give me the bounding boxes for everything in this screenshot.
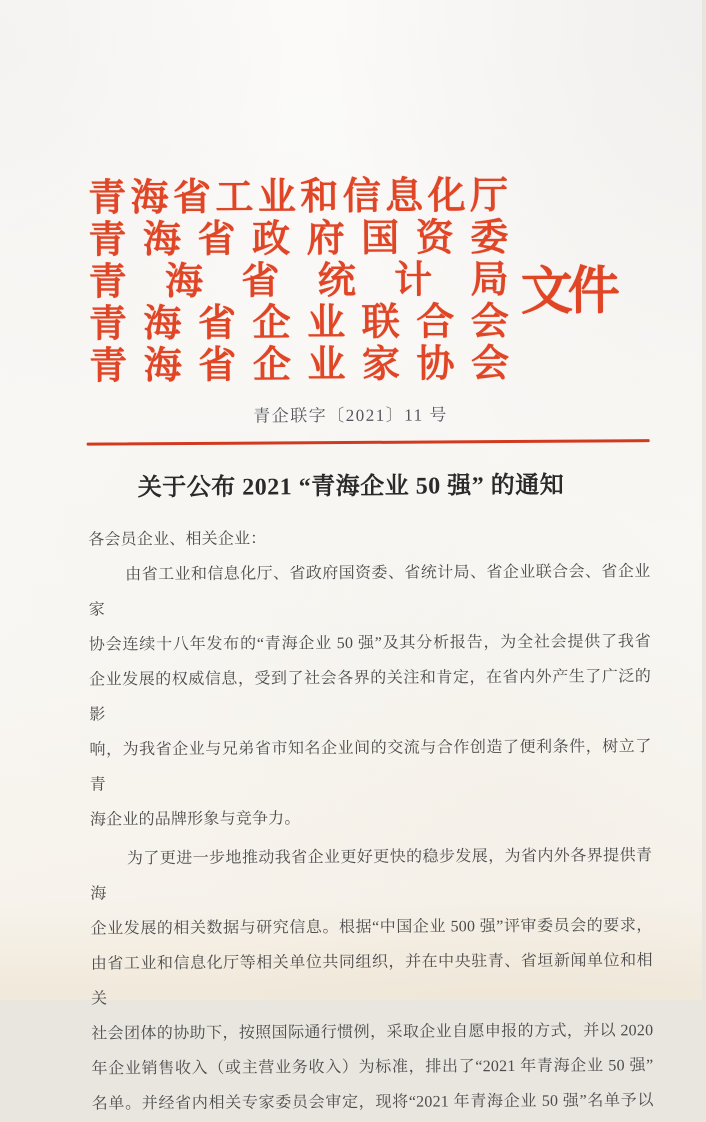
paragraph-2-line-1: 为了更进一步地推动我省企业更好更快的稳步发展，为省内外各界提供青海 — [90, 847, 653, 903]
red-divider-line — [87, 439, 650, 445]
paragraph-1-line-3: 企业发展的权威信息，受到了社会各界的关注和肯定，在省内外产生了广泛的影 — [89, 668, 652, 724]
letterhead-org-line-2: 青 海 省 政 府 国 资 委 — [88, 217, 509, 262]
letterhead-org-line-4: 青 海 省 企 业 联 合 会 — [88, 301, 509, 346]
letterhead-document-word: 文件 — [520, 263, 615, 321]
document-body — [88, 519, 654, 1121]
paragraph-2-line-5: 年企业销售收入（或主营业务收入）为标准，排出了“2021 年青海企业 50 强” — [91, 1057, 654, 1078]
paragraph-1-line-4: 响，为我省企业与兄弟省市知名企业间的交流与合作创造了便利条件，树立了青 — [89, 738, 652, 794]
paragraph-1-line-5: 海企业的品牌形象与竞争力。 — [89, 810, 301, 829]
letterhead-org-line-5: 青 海 省 企 业 家 协 会 — [89, 343, 510, 388]
letterhead-org-line-3: 青 海 省 统 计 局 — [88, 259, 509, 304]
paragraph-2-line-4: 社会团体的协助下，按照国际通行惯例，采取企业自愿申报的方式，并以 2020 — [91, 1022, 654, 1043]
paragraph-2-line-6: 名单。并经省内相关专家委员会审定，现将“2021 年青海企业 50 强”名单予以 — [91, 1092, 654, 1113]
letterhead — [88, 174, 629, 387]
letterhead-org-names — [88, 175, 509, 388]
paragraph-2-line-3: 由省工业和信息化厅等相关单位共同组织，并在中央驻青、省垣新闻单位和相关 — [90, 952, 653, 1008]
document-number: 青企联字〔2021〕11 号 — [253, 405, 448, 426]
document-title: 关于公布 2021 “青海企业 50 强” 的通知 — [137, 472, 565, 502]
paragraph-1-line-2: 协会连续十八年发布的“青海企业 50 强”及其分析报告，为全社会提供了我省 — [88, 633, 651, 654]
paragraph-1-line-1: 由省工业和信息化厅、省政府国资委、省统计局、省企业联合会、省企业家 — [88, 563, 651, 619]
letterhead-org-line-1: 青 海 省 工 业 和 信 息 化 厅 — [88, 175, 509, 220]
paragraph-2-line-2: 企业发展的相关数据与研究信息。根据“中国企业 500 强”评审委员会的要求， — [90, 917, 653, 938]
salutation-line: 各会员企业、相关企业： — [88, 530, 267, 549]
